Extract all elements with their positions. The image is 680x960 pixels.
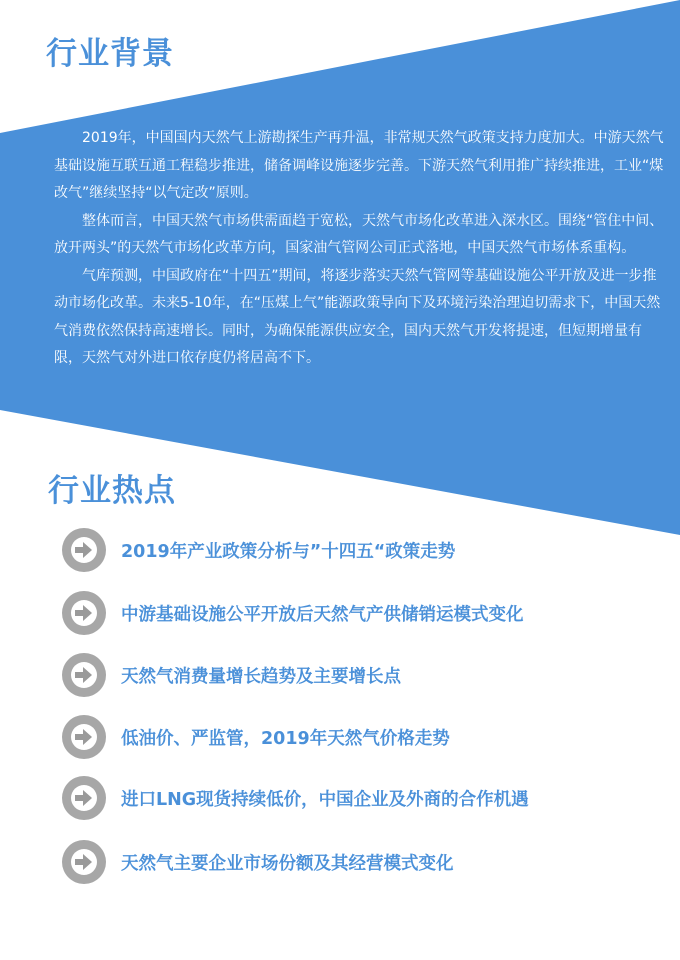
hotspot-label: 天然气主要企业市场份额及其经营模式变化 bbox=[121, 853, 454, 874]
hotspot-item-3 bbox=[62, 653, 401, 697]
hotspot-item-2 bbox=[62, 591, 524, 635]
arrow-right-circle-icon bbox=[62, 653, 106, 697]
arrow-right-circle-icon bbox=[62, 840, 106, 884]
hotspot-label: 2019年产业政策分析与”十四五“政策走势 bbox=[121, 541, 456, 562]
paragraph-3: 气库预测，中国政府在“十四五”期间，将逐步落实天然气管网等基础设施公平开放及进一步推动市场化改革。未来5-10年，在“压煤上气”能源政策导向下及环境污染治理迫切需求下，中国天然气消费依然保持高速增长。同时，为确保能源供应安全，国内天然气开发将提速，但短期增量有限，天然气对外进口依存度仍将居高不下。 bbox=[54, 267, 661, 366]
hotspot-item-4 bbox=[62, 715, 450, 759]
hotspot-item-6 bbox=[62, 840, 454, 884]
paragraph-2: 整体而言，中国天然气市场供需面趋于宽松，天然气市场化改革进入深水区。围绕“管住中间、放开两头”的天然气市场化改革方向，国家油气管网公司正式落地，中国天然气市场体系重构。 bbox=[54, 212, 664, 256]
hotspot-label: 中游基础设施公平开放后天然气产供储销运模式变化 bbox=[121, 604, 524, 625]
arrow-right-circle-icon bbox=[62, 776, 106, 820]
arrow-right-circle-icon bbox=[62, 591, 106, 635]
hotspot-item-1 bbox=[62, 528, 455, 572]
section-title-background: 行业背景 bbox=[46, 36, 174, 72]
hotspot-label: 低油价、严监管，2019年天然气价格走势 bbox=[121, 728, 450, 749]
section-title-hotspots: 行业热点 bbox=[48, 473, 176, 509]
hotspot-label: 进口LNG现货持续低价，中国企业及外商的合作机遇 bbox=[121, 789, 529, 810]
arrow-right-circle-icon bbox=[62, 715, 106, 759]
arrow-right-circle-icon bbox=[62, 528, 106, 572]
hotspot-item-5 bbox=[62, 776, 529, 820]
paragraph-1: 2019年，中国国内天然气上游勘探生产再升温，非常规天然气政策支持力度加大。中游天然气基础设施互联互通工程稳步推进，储备调峰设施逐步完善。下游天然气利用推广持续推进，工业“煤改气”继续坚持“以气定改”原则。 bbox=[54, 130, 664, 201]
hotspot-label: 天然气消费量增长趋势及主要增长点 bbox=[121, 666, 401, 687]
